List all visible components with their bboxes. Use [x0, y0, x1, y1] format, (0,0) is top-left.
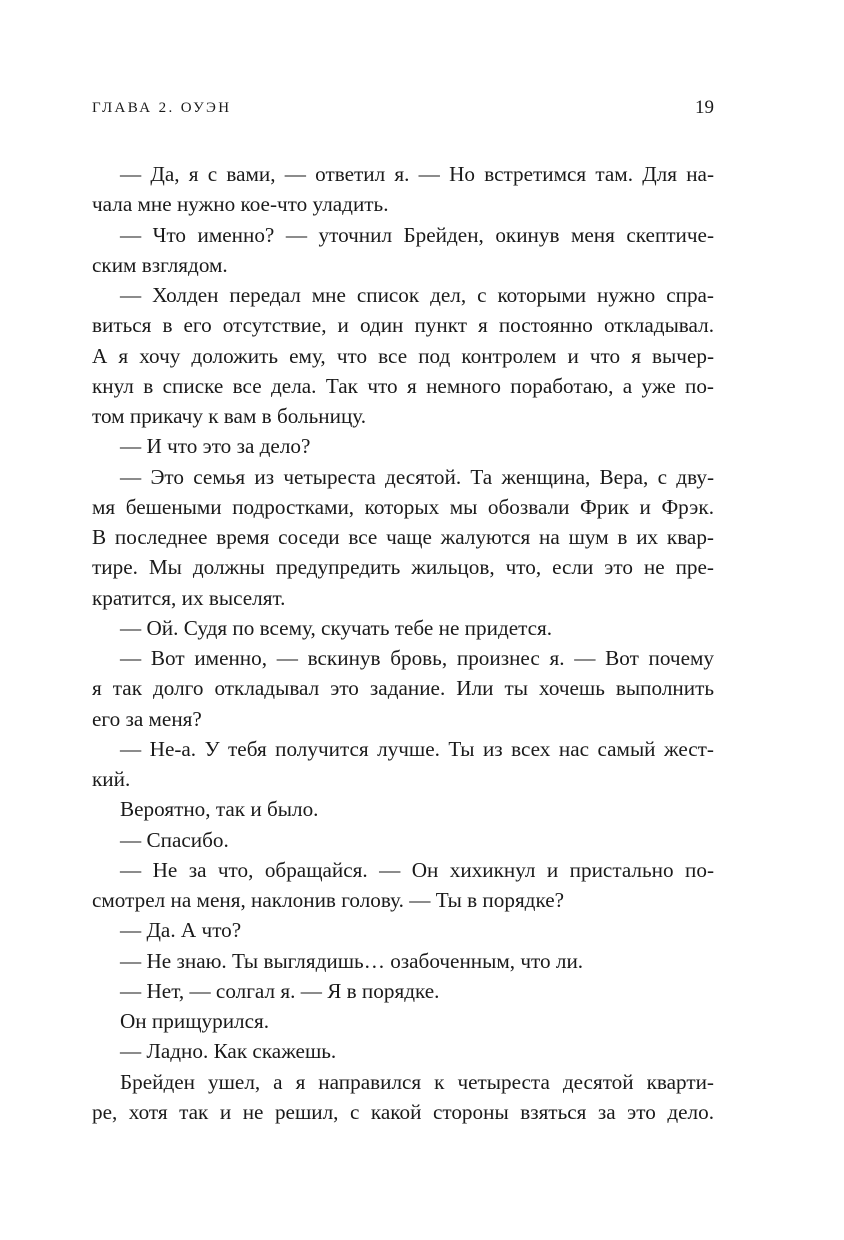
text-line: — Не-а. У тебя получится лучше. Ты из всех нас самый жест- — [120, 736, 714, 761]
text-line: — Холден передал мне список дел, с которыми нужно спра- — [120, 283, 714, 307]
text-line: Он прищурился. — [120, 1009, 270, 1033]
text-line: виться в его отсутствие, и один пункт я постоянно откладывал. — [92, 313, 714, 338]
text-line: — Ладно. Как скажешь. — [120, 1039, 337, 1064]
text-line: — Что именно? — уточнил Брейден, окинув меня скептиче- — [120, 222, 714, 247]
text-line: — Нет, — солгал я. — Я в порядке. — [120, 978, 440, 1003]
text-line: Брейден ушел, а я направился к четыреста десятой кварти- — [120, 1069, 714, 1094]
chapter-title: ГЛАВА 2. ОУЭН — [92, 100, 232, 116]
text-line: Вероятно, так и было. — [120, 797, 319, 822]
text-line: мя бешеными подростками, которых мы обозвали Фрик и Фрэк. — [92, 494, 714, 519]
text-line: кнул в списке все дела. Так что я немного поработаю, а уже по- — [92, 373, 714, 398]
text-line: ре, хотя так и не решил, с какой стороны взяться за это дело. — [92, 1099, 714, 1124]
text-line: кратится, их выселят. — [92, 585, 286, 610]
text-line: чала мне нужно кое-что уладить. — [92, 192, 389, 217]
text-line: — Спасибо. — [120, 827, 229, 852]
text-line: ским взглядом. — [92, 252, 228, 277]
text-line: — Да, я с вами, — ответил я. — Но встретимся там. Для на- — [120, 162, 714, 186]
text-line: смотрел на меня, наклонив голову. — Ты в порядке? — [92, 888, 565, 912]
text-line: — Ой. Судя по всему, скучать тебе не придется. — [120, 615, 553, 640]
text-line: А я хочу доложить ему, что все под контролем и что я вычер- — [92, 343, 714, 368]
text-line: — Не за что, обращайся. — Он хихикнул и пристально по- — [120, 857, 714, 882]
text-line: том прикачу к вам в больницу. — [92, 404, 367, 428]
text-line: — Это семья из четыреста десятой. Та женщина, Вера, с дву- — [120, 464, 714, 489]
text-line: — Вот именно, — вскинув бровь, произнес я. — Вот почему — [120, 646, 714, 670]
text-line: кий. — [92, 767, 131, 791]
text-line: — Да. А что? — [120, 918, 242, 943]
text-line: его за меня? — [92, 706, 202, 731]
text-line: — Не знаю. Ты выглядишь… озабоченным, что ли. — [120, 948, 584, 973]
page-number: 19 — [695, 97, 714, 118]
text-line: В последнее время соседи все чаще жалуются на шум в их квар- — [92, 525, 714, 549]
body-text — [92, 159, 714, 1127]
text-line: тире. Мы должны предупредить жильцов, что, если это не пре- — [92, 555, 714, 580]
text-line: я так долго откладывал это задание. Или ты хочешь выполнить — [92, 676, 714, 701]
running-header — [92, 96, 714, 120]
text-line: — И что это за дело? — [120, 434, 311, 459]
